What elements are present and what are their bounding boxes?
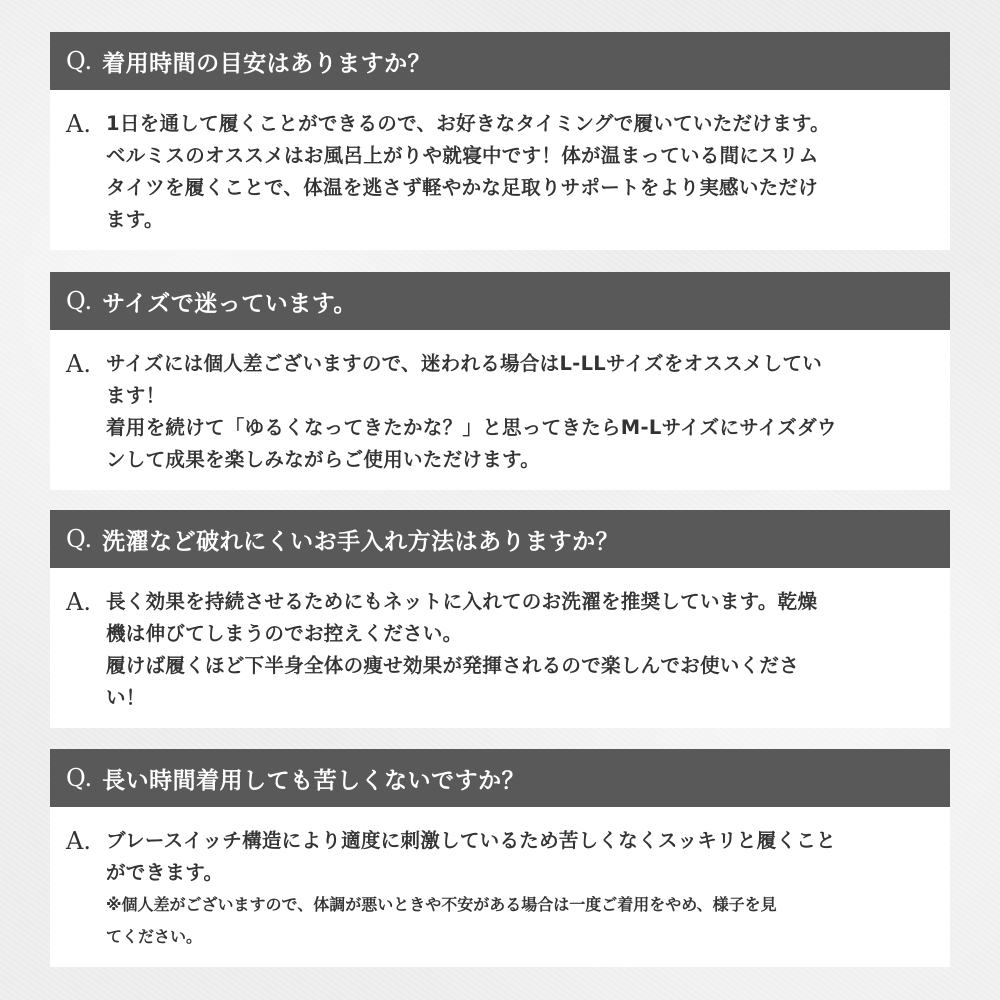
answer-body <box>106 108 936 232</box>
answer-box <box>50 807 950 967</box>
answer-body <box>106 348 936 472</box>
question-text: 長い時間着用しても苦しくないですか？ <box>102 767 526 794</box>
answer-line: 1日を通して履くことができるので、お好きなタイミングで履いていただけます。 <box>106 112 830 135</box>
note-line: てください。 <box>106 927 203 946</box>
question-text: 着用時間の目安はありますか？ <box>102 50 432 77</box>
answer-line: い！ <box>106 686 146 709</box>
answer-line: ブレースイッチ構造により適度に刺激しているため苦しくなくスッキリと履くこと <box>106 829 836 852</box>
answer-line: サイズには個人差ございますので、迷われる場合はL-LLサイズをオススメしてい <box>106 352 823 375</box>
answer-line: 機は伸びてしまうのでお控えください。 <box>106 622 463 645</box>
question-bar <box>50 510 950 568</box>
answer-box <box>50 330 950 490</box>
faq-item <box>50 272 950 490</box>
answer-line: ます。 <box>106 208 164 231</box>
answer-line: 履けば履くほど下半身全体の痩せ効果が発揮されるので楽しんでお使いくださ <box>106 654 800 677</box>
faq-item <box>50 749 950 967</box>
answer-line: タイツを履くことで、体温を逃さず軽やかな足取りサポートをより実感いただけ <box>106 176 819 199</box>
faq-item <box>50 510 950 728</box>
answer-body <box>106 586 936 710</box>
question-bar <box>50 749 950 807</box>
question-mark: Q. <box>66 764 93 792</box>
question-mark: Q. <box>66 287 93 315</box>
answer-line: ます！ <box>106 384 166 407</box>
answer-box <box>50 90 950 250</box>
question-text: サイズで迷っています。 <box>102 290 357 317</box>
question-text: 洗濯など破れにくいお手入れ方法はありますか？ <box>102 528 620 555</box>
answer-line: ンして成果を楽しみながらご使用いただけます。 <box>106 448 541 471</box>
answer-line: 長く効果を持続させるためにもネットに入れてのお洗濯を推奨しています。乾燥 <box>106 590 818 613</box>
question-bar <box>50 272 950 330</box>
answer-line: 着用を続けて「ゆるくなってきたかな？」と思ってきたらM-Lサイズにサイズダウ <box>106 416 837 439</box>
answer-line: ベルミスのオススメはお風呂上がりや就寝中です！体が温まっている間にスリム <box>106 144 819 167</box>
question-mark: Q. <box>66 525 93 553</box>
question-mark: Q. <box>66 47 93 75</box>
answer-mark: A. <box>66 110 91 138</box>
answer-box <box>50 568 950 728</box>
answer-mark: A. <box>66 350 91 378</box>
answer-body <box>106 825 936 949</box>
question-bar <box>50 32 950 90</box>
answer-line: ができます。 <box>106 861 224 884</box>
faq-item <box>50 32 950 250</box>
note-line: ※個人差がございますので、体調が悪いときや不安がある場合は一度ご着用をやめ、様子を見 <box>106 895 777 914</box>
answer-mark: A. <box>66 827 91 855</box>
answer-mark: A. <box>66 588 91 616</box>
